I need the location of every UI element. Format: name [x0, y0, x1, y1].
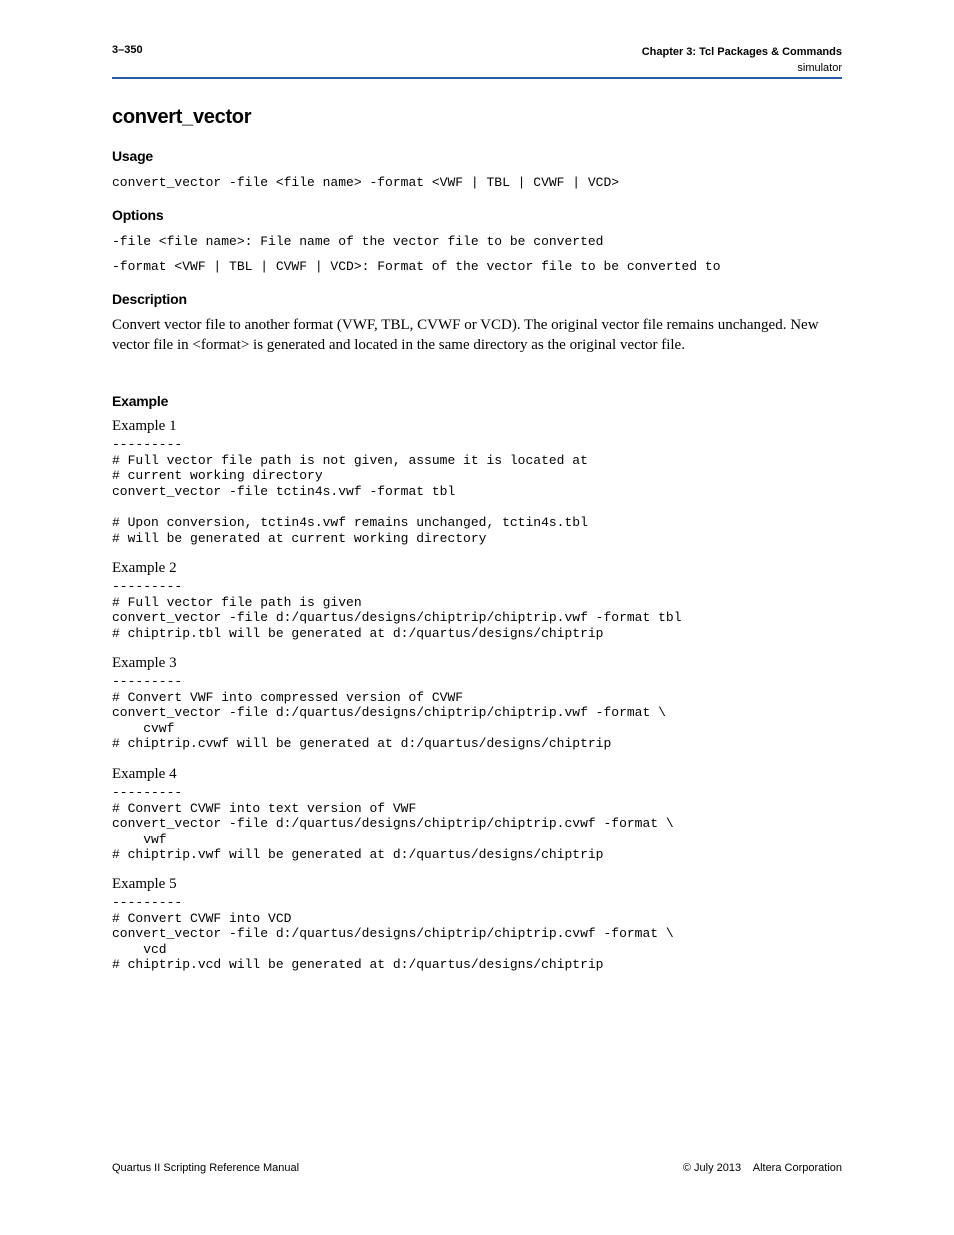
- example-1-label: Example 1: [112, 418, 177, 434]
- example-4-code: --------- # Convert CVWF into text version of VWF convert_vector -file d:/quartus/designs/chiptrip/chiptrip.cvwf -format \ vwf # chiptrip.vwf will be generated at d:/quartus/designs/chiptrip: [112, 785, 674, 863]
- example-2-code: --------- # Full vector file path is given convert_vector -file d:/quartus/designs/chiptrip/chiptrip.vwf -format tbl # chiptrip.tbl will be generated at d:/quartus/designs/chiptrip: [112, 579, 682, 641]
- section-name: simulator: [797, 62, 842, 74]
- chapter-title: Chapter 3: Tcl Packages & Commands: [641, 46, 842, 58]
- option-file: -file <file name>: File name of the vector file to be converted: [112, 234, 604, 249]
- example-3-label: Example 3: [112, 655, 177, 671]
- description-text: Convert vector file to another format (VWF, TBL, CVWF or VCD). The original vector file remains unchanged. New vector file in <format> is generated and located in the same directory as the original vector file.: [112, 317, 819, 353]
- option-format: -format <VWF | TBL | CVWF | VCD>: Format of the vector file to be converted to: [112, 259, 721, 274]
- options-heading: Options: [112, 207, 164, 223]
- header-rule: [112, 77, 842, 79]
- example-5-code: --------- # Convert CVWF into VCD convert_vector -file d:/quartus/designs/chiptrip/chiptrip.cvwf -format \ vcd # chiptrip.vcd will be generated at d:/quartus/designs/chiptrip: [112, 895, 674, 973]
- description-heading: Description: [112, 291, 187, 307]
- page-number: 3–350: [112, 44, 143, 56]
- usage-heading: Usage: [112, 148, 154, 164]
- example-1-code: --------- # Full vector file path is not given, assume it is located at # current working directory convert_vector -file tctin4s.vwf -format tbl # Upon conversion, tctin4s.vwf remains unchanged, tctin4s.tbl # will be generated at current working directory: [112, 437, 588, 546]
- running-header: [642, 44, 842, 76]
- footer-manual-title: Quartus II Scripting Reference Manual: [112, 1162, 300, 1174]
- example-4-label: Example 4: [112, 766, 177, 782]
- example-2-label: Example 2: [112, 560, 177, 576]
- usage-code: convert_vector -file <file name> -format <VWF | TBL | CVWF | VCD>: [112, 175, 620, 190]
- example-5-label: Example 5: [112, 876, 177, 892]
- footer-copyright: © July 2013 Altera Corporation: [682, 1162, 842, 1174]
- example-3-code: --------- # Convert VWF into compressed version of CVWF convert_vector -file d:/quartus/designs/chiptrip/chiptrip.vwf -format \ cvwf # chiptrip.cvwf will be generated at d:/quartus/designs/chiptrip: [112, 674, 666, 752]
- example-heading: Example: [112, 393, 169, 409]
- page-title: convert_vector: [112, 106, 252, 128]
